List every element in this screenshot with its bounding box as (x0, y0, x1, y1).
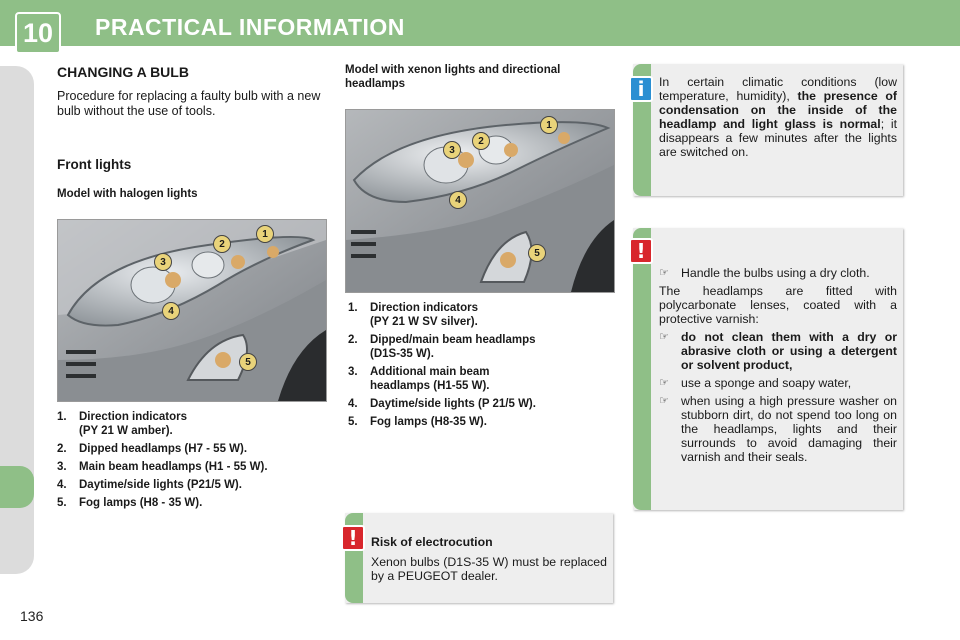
bullet-item: ☞ Handle the bulbs using a dry cloth. (659, 266, 870, 280)
halogen-headlamp-photo (57, 219, 327, 402)
list-item: 3. Additional main beam headlamps (H1-55 W). (348, 366, 490, 392)
pointing-hand-icon: ☞ (659, 330, 669, 343)
info-icon: i (629, 76, 653, 102)
list-item: 2. Dipped headlamps (H7 - 55 W). (57, 443, 248, 455)
callout-3: 3 (154, 253, 172, 271)
list-item: 2. Dipped/main beam headlamps (D1S-35 W). (348, 334, 536, 360)
electrocution-warning-box (345, 513, 613, 603)
care-warning-text (659, 266, 897, 468)
front-lights-title: Front lights (57, 157, 132, 172)
callout-1: 1 (256, 225, 274, 243)
list-item: 4. Daytime/side lights (P 21/5 W). (348, 398, 536, 410)
list-item: 1. Direction indicators (PY 21 W amber). (57, 411, 187, 437)
callout-3: 3 (443, 141, 461, 159)
info-note-text: In certain climatic conditions (low temperature, humidity), the presence of condensation on the inside of the headlamp and light glass is normal; it disappears a few minutes after the lights are switched on. (659, 75, 898, 159)
xenon-model-title: Model with xenon lights and directional headlamps (345, 64, 561, 90)
xenon-headlamp-photo (345, 109, 615, 293)
list-item: 5. Fog lamps (H8-35 W). (348, 416, 487, 428)
callout-1: 1 (540, 116, 558, 134)
halogen-model-title: Model with halogen lights (57, 188, 198, 200)
halogen-bulb-list (57, 410, 337, 514)
callout-2: 2 (213, 235, 231, 253)
electrocution-title: Risk of electrocution (371, 535, 493, 549)
callout-2: 2 (472, 132, 490, 150)
callout-5: 5 (528, 244, 546, 262)
halogen-headlamp-illustration (58, 220, 326, 401)
pointing-hand-icon: ☞ (659, 376, 669, 389)
side-tab-active-marker (0, 466, 34, 508)
callout-4: 4 (449, 191, 467, 209)
care-warning-box (633, 228, 903, 510)
lens-paragraph: The headlamps are fitted with polycarbonate lenses, coated with a protective varnish: (659, 284, 897, 326)
pointing-hand-icon: ☞ (659, 394, 669, 407)
note-strip (633, 228, 651, 510)
list-item: 5. Fog lamps (H8 - 35 W). (57, 497, 203, 509)
callout-5: 5 (239, 353, 257, 371)
section-intro: Procedure for replacing a faulty bulb with a new bulb without the use of tools. (57, 89, 321, 118)
warning-icon: ! (629, 238, 653, 264)
section-title: CHANGING A BULB (57, 64, 189, 80)
list-item: 4. Daytime/side lights (P21/5 W). (57, 479, 242, 491)
electrocution-text: Xenon bulbs (D1S-35 W) must be replaced by a PEUGEOT dealer. (371, 555, 607, 583)
warning-icon: ! (341, 525, 365, 551)
list-item: 1. Direction indicators (PY 21 W SV silver). (348, 302, 478, 328)
list-item: 3. Main beam headlamps (H1 - 55 W). (57, 461, 268, 473)
bullet-item: ☞ do not clean them with a dry or abrasive cloth or using a detergent or solvent product, (659, 330, 897, 372)
callout-4: 4 (162, 302, 180, 320)
bullet-item: ☞ use a sponge and soapy water, (659, 376, 852, 390)
pointing-hand-icon: ☞ (659, 266, 669, 279)
page-number: 136 (20, 608, 44, 624)
bullet-item: ☞ when using a high pressure washer on stubborn dirt, do not spend too long on the headlamps, lights and their surrounds to avoid damaging their varnish and their seals. (659, 394, 897, 464)
info-note-box (633, 64, 903, 196)
chapter-number: 10 (15, 12, 61, 54)
page-title: PRACTICAL INFORMATION (95, 14, 405, 40)
xenon-bulb-list (348, 301, 618, 433)
